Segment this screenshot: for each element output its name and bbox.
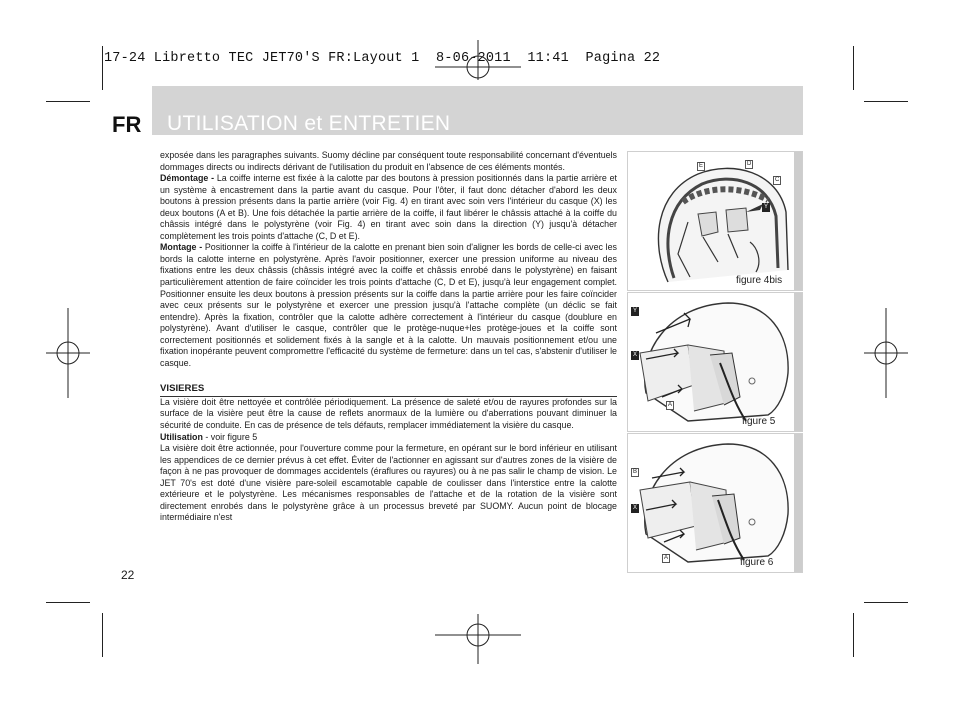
demontage-text: La coiffe interne est fixée à la calotte par des boutons à pression positionnés dans la partie arrière et un système à encastrement dans la partie avant du casque. Pour l'ôter, il faut donc détacher d'abord les deux boutons à pression présents dans la partie arrière (voir Fig. 4) en tirant avec soin vers l'intérieur du casque (X) les deux boutons (A et B). Une fois détachée la partie arrière de la coiffe, il faut libérer le châssis attaché à la coiffe du châssis intégré dans le polystyrène (voir Fig. 4) en tirant avec soin dans la direction (Y) jusqu'à détacher complètement les trois points d'attache (C, D et E).: [160, 173, 617, 241]
figure-side-strip: [794, 434, 802, 572]
figure-caption: figure 4bis: [736, 275, 783, 286]
figure-label-e: E: [699, 163, 704, 169]
language-code: FR: [112, 112, 142, 137]
section-title: UTILISATION et ENTRETIEN: [167, 112, 451, 135]
figure-label-y: Y: [633, 308, 638, 314]
visieres-heading: VISIERES: [160, 383, 617, 397]
montage-label: Montage -: [160, 242, 203, 253]
demontage-paragraph: [160, 173, 617, 242]
figure-label-x: X: [633, 505, 638, 511]
demontage-label: Démontage -: [160, 173, 215, 184]
page-number: 22: [121, 568, 135, 582]
intro-paragraph: exposée dans les paragraphes suivants. Suomy décline par conséquent toute responsabilité concernant d'éventuels dommages directs ou indirects dérivant de l'utilisation du produit en l'absence de ces éléments montés.: [160, 150, 617, 172]
helmet-side-illustration: [628, 293, 794, 431]
figure-label-b: B: [633, 469, 638, 475]
registration-mark-bottom: [435, 614, 521, 664]
registration-mark-top: [435, 40, 521, 80]
figure-label-a: A: [664, 555, 669, 561]
montage-text: Positionner la coiffe à l'intérieur de la calotte en prenant bien soin d'aligner les bords de celle-ci avec les bords la calotte interne en polystyrène. Après l'avoir positionner, exercer une pression uniforme au niveau des fixations entre les deux châssis (châssis intégré avec la coiffe et châssis enrobé dans le polystyrène) en faisant particulièrement attention de faire coïncider les trois points d'attache (C, D et E), jusqu'à leur engagement complet. Positionner ensuite les deux boutons à pression présents sur la coiffe dans la partie arrière pour les faire coïncider avec ceux présents sur le polystyrène et exercer une pression jusqu'à l'attache complète (un déclic se fait entendre). Après la fixation, contrôler que la calotte adhère correctement à l'intérieur du casque (doublure en polystyrène). Avant d'utiliser le casque, contrôler que le protège-nuque+les protège-joues et la coiffe sont correctement positionnés et solidement fixés à la sangle et à la calotte. Un mauvais positionnement et/ou une fixation inopérante peuvent compromettre l'efficacité du système de fermeture: dans un tel cas, s'abstenir d'utiliser le casque.: [160, 242, 617, 368]
utilisation-paragraph: [160, 432, 617, 444]
figure-4bis: [627, 151, 803, 291]
figure-label-c: C: [775, 177, 780, 183]
figure-label-x: X: [633, 352, 638, 358]
figure-side-strip: [794, 293, 802, 431]
registration-mark-right: [864, 308, 908, 398]
figure-5: [627, 292, 803, 432]
figure-side-strip: [794, 152, 802, 290]
figure-caption: figure 6: [740, 557, 774, 568]
visieres-paragraph-2: La visière doit être actionnée, pour l'ouverture comme pour la fermeture, en opérant sur le bord inférieur en utilisant les appendices de ce dernier prévus à cet effet. Éviter de l'actionner en agissant sur d'autres zones de la visière de façon à ne pas provoquer de dommages accidentels (éraflures ou rayures) ou à ne pas salir le champ de vision. Le JET 70's est doté d'une visière pare-soleil escamotable capable de coulisser dans l'interstice entre la calotte extérieure et le polystyrène. Les mécanismes responsables de l'attache et de la rotation de la visière sont directement enrobés dans le polystyrène grâce à un processus breveté par SUOMY. Aucun point de blocage intermédiaire n'est: [160, 443, 617, 523]
print-header: 17-24 Libretto TEC JET70'S FR:Layout 1 8-06-2011 11:41 Pagina 22: [104, 51, 661, 66]
helmet-visor-illustration: [628, 434, 794, 572]
utilisation-label: Utilisation: [160, 431, 203, 442]
figure-6: [627, 433, 803, 573]
registration-mark-left: [46, 308, 90, 398]
figure-caption: figure 5: [742, 416, 776, 427]
figure-label-y: Y: [764, 204, 769, 210]
montage-paragraph: [160, 242, 617, 369]
helmet-interior-illustration: [628, 152, 794, 290]
figure-label-a: A: [668, 402, 673, 408]
utilisation-ref: - voir figure 5: [202, 431, 258, 442]
visieres-paragraph-1: La visière doit être nettoyée et contrôlée périodiquement. La présence de saleté et/ou de rayures profondes sur la surface de la visière peut être la cause de reflets anormaux de la lumière ou d'aberrations pouvant diminuer la sécurité de conduite. En cas de présence de tels défauts, remplacer immédiatement la visière du casque.: [160, 396, 617, 431]
figure-label-d: D: [747, 161, 752, 167]
body-text: [160, 150, 617, 524]
